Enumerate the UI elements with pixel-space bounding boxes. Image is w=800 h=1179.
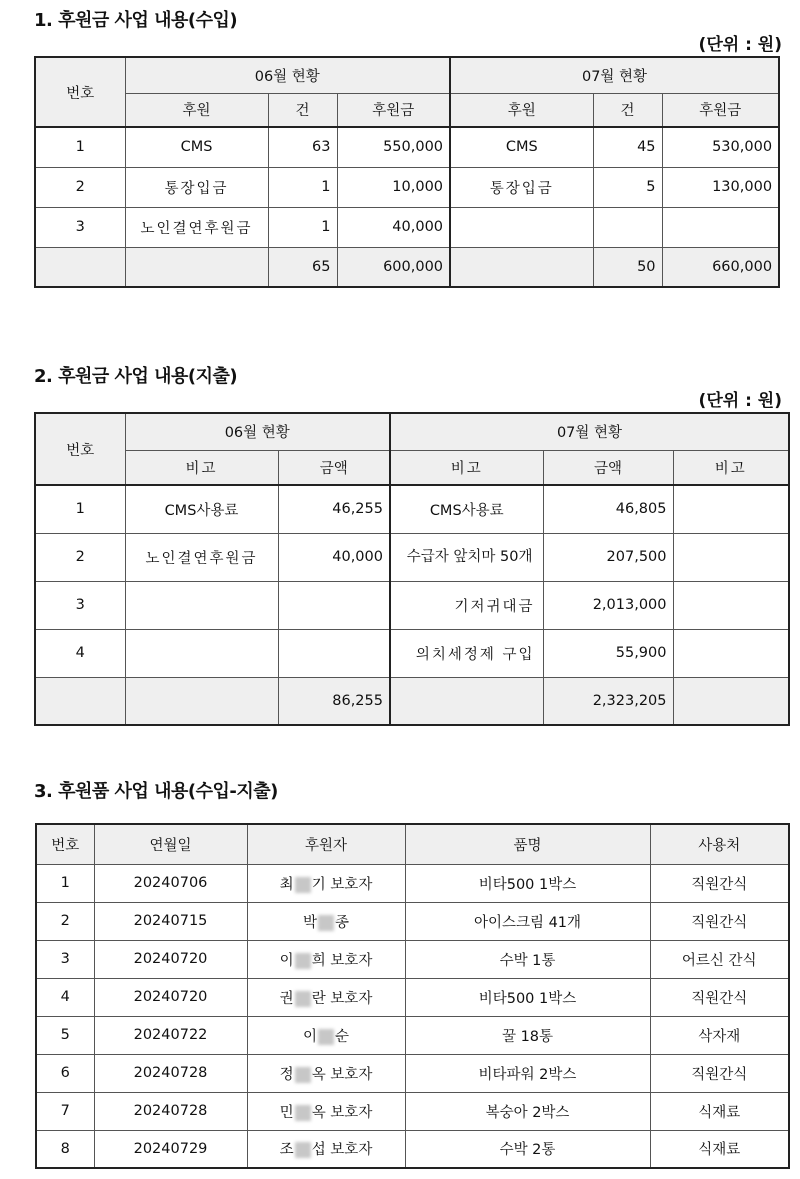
header-no: 번호 <box>35 57 125 127</box>
redaction-blur <box>295 1067 311 1083</box>
cell-item: 아이스크림 41개 <box>405 902 650 940</box>
header-month-06: 06월 현황 <box>125 413 390 450</box>
donor-surname: 최 <box>279 876 294 893</box>
cell-sponsor: 통장입금 <box>450 167 593 207</box>
total-label-cell <box>35 247 125 287</box>
header-month-06: 06월 현황 <box>125 57 450 93</box>
cell-item: 비타500 1박스 <box>405 978 650 1016</box>
table-row <box>36 1092 789 1130</box>
row-no: 3 <box>35 581 125 629</box>
row-no: 1 <box>35 127 125 167</box>
table-row <box>36 902 789 940</box>
cell-amount <box>278 629 390 677</box>
cell-amount: 46,255 <box>278 485 390 533</box>
cell-note: CMS사용료 <box>125 485 278 533</box>
header-remark: 비고 <box>673 450 789 485</box>
cell-note: 기저귀대금 <box>390 581 543 629</box>
cell-amount <box>662 207 779 247</box>
redaction-blur <box>295 991 311 1007</box>
table-row <box>36 1054 789 1092</box>
total-empty-cell <box>125 247 268 287</box>
section1-unit: (단위 : 원) <box>698 35 782 55</box>
donor-surname: 조 <box>279 1142 294 1159</box>
cell-donor <box>247 978 405 1016</box>
cell-amount: 40,000 <box>337 207 450 247</box>
cell-date: 20240722 <box>94 1016 247 1054</box>
donor-rest: 란 보호자 <box>311 990 373 1007</box>
cell-donor <box>247 902 405 940</box>
cell-count <box>593 207 662 247</box>
donor-rest: 옥 보호자 <box>311 1104 373 1121</box>
header-month-07: 07월 현황 <box>390 413 789 450</box>
total-count: 65 <box>268 247 337 287</box>
cell-date: 20240720 <box>94 978 247 1016</box>
cell-sponsor: CMS <box>125 127 268 167</box>
header-note: 비고 <box>390 450 543 485</box>
total-amount: 660,000 <box>662 247 779 287</box>
donor-surname: 권 <box>279 990 294 1007</box>
header-amount: 후원금 <box>337 93 450 127</box>
donor-surname: 민 <box>279 1104 294 1121</box>
header-note: 비고 <box>125 450 278 485</box>
cell-usage: 식재료 <box>650 1130 789 1168</box>
cell-remark <box>673 581 789 629</box>
header-sponsor: 후원 <box>450 93 593 127</box>
donor-rest: 기 보호자 <box>311 876 373 893</box>
header-sponsor: 후원 <box>125 93 268 127</box>
total-amount: 600,000 <box>337 247 450 287</box>
cell-amount: 55,900 <box>543 629 673 677</box>
row-no: 4 <box>36 978 94 1016</box>
cell-amount: 130,000 <box>662 167 779 207</box>
table-row <box>35 629 789 677</box>
cell-sponsor: 노인결연후원금 <box>125 207 268 247</box>
total-amount: 2,323,205 <box>543 677 673 725</box>
cell-donor <box>247 1016 405 1054</box>
cell-date: 20240728 <box>94 1054 247 1092</box>
header-amount: 금액 <box>278 450 390 485</box>
redaction-blur <box>295 953 311 969</box>
table-row <box>36 864 789 902</box>
total-label-cell <box>35 677 125 725</box>
total-amount: 86,255 <box>278 677 390 725</box>
total-empty-cell <box>673 677 789 725</box>
donor-rest: 섭 보호자 <box>311 1142 373 1159</box>
table-row <box>35 581 789 629</box>
redaction-blur <box>318 1029 334 1045</box>
cell-remark <box>673 629 789 677</box>
section1-title: 1. 후원금 사업 내용(수입) <box>34 10 238 31</box>
table-row <box>35 127 779 167</box>
donor-rest: 순 <box>335 1028 350 1045</box>
donor-surname: 정 <box>279 1066 294 1083</box>
header-no: 번호 <box>35 413 125 485</box>
section2-unit: (단위 : 원) <box>698 391 782 411</box>
header-donor: 후원자 <box>247 824 405 864</box>
row-no: 3 <box>35 207 125 247</box>
cell-usage: 직원간식 <box>650 864 789 902</box>
table-row <box>35 485 789 533</box>
cell-donor <box>247 864 405 902</box>
cell-sponsor: CMS <box>450 127 593 167</box>
cell-amount: 530,000 <box>662 127 779 167</box>
row-no: 8 <box>36 1130 94 1168</box>
donor-surname: 이 <box>279 952 294 969</box>
cell-donor <box>247 1092 405 1130</box>
cell-usage: 어르신 간식 <box>650 940 789 978</box>
expense-table <box>34 412 790 726</box>
header-amount: 후원금 <box>662 93 779 127</box>
cell-usage: 식재료 <box>650 1092 789 1130</box>
cell-usage: 삭자재 <box>650 1016 789 1054</box>
cell-date: 20240715 <box>94 902 247 940</box>
cell-item: 수박 1통 <box>405 940 650 978</box>
row-no: 6 <box>36 1054 94 1092</box>
table-row <box>35 167 779 207</box>
cell-sponsor <box>450 207 593 247</box>
header-count: 건 <box>268 93 337 127</box>
section2-title: 2. 후원금 사업 내용(지출) <box>34 366 238 387</box>
row-no: 2 <box>35 533 125 581</box>
donor-rest: 옥 보호자 <box>311 1066 373 1083</box>
header-count: 건 <box>593 93 662 127</box>
cell-item: 복숭아 2박스 <box>405 1092 650 1130</box>
cell-amount: 2,013,000 <box>543 581 673 629</box>
redaction-blur <box>318 915 334 931</box>
cell-date: 20240729 <box>94 1130 247 1168</box>
cell-date: 20240720 <box>94 940 247 978</box>
cell-amount: 10,000 <box>337 167 450 207</box>
row-no: 1 <box>36 864 94 902</box>
donor-rest: 종 <box>335 914 350 931</box>
row-no: 1 <box>35 485 125 533</box>
donor-surname: 이 <box>302 1028 317 1045</box>
row-no: 5 <box>36 1016 94 1054</box>
table-row <box>36 940 789 978</box>
cell-item: 꿀 18통 <box>405 1016 650 1054</box>
row-no: 4 <box>35 629 125 677</box>
total-row <box>35 677 789 725</box>
cell-sponsor: 통장입금 <box>125 167 268 207</box>
cell-amount: 40,000 <box>278 533 390 581</box>
cell-usage: 직원간식 <box>650 978 789 1016</box>
total-row <box>35 247 779 287</box>
cell-note: CMS사용료 <box>390 485 543 533</box>
header-amount: 금액 <box>543 450 673 485</box>
cell-usage: 직원간식 <box>650 1054 789 1092</box>
section3-title: 3. 후원품 사업 내용(수입-지출) <box>34 781 278 802</box>
row-no: 3 <box>36 940 94 978</box>
cell-donor <box>247 940 405 978</box>
cell-amount: 46,805 <box>543 485 673 533</box>
cell-item: 수박 2통 <box>405 1130 650 1168</box>
cell-donor <box>247 1130 405 1168</box>
header-usage: 사용처 <box>650 824 789 864</box>
goods-table <box>35 823 790 1169</box>
total-empty-cell <box>125 677 278 725</box>
donor-surname: 박 <box>302 914 317 931</box>
cell-item: 비타500 1박스 <box>405 864 650 902</box>
cell-note <box>125 629 278 677</box>
redaction-blur <box>295 1142 311 1158</box>
cell-usage: 직원간식 <box>650 902 789 940</box>
income-table <box>34 56 780 288</box>
donor-rest: 희 보호자 <box>311 952 373 969</box>
cell-date: 20240706 <box>94 864 247 902</box>
cell-count: 45 <box>593 127 662 167</box>
cell-note: 수급자 앞치마 50개 <box>390 533 543 581</box>
cell-note: 의치세정제 구입 <box>390 629 543 677</box>
cell-note <box>125 581 278 629</box>
row-no: 7 <box>36 1092 94 1130</box>
cell-count: 5 <box>593 167 662 207</box>
table-row <box>35 207 779 247</box>
table-row <box>36 1130 789 1168</box>
redaction-blur <box>295 877 311 893</box>
cell-amount: 550,000 <box>337 127 450 167</box>
row-no: 2 <box>36 902 94 940</box>
total-empty-cell <box>450 247 593 287</box>
cell-donor <box>247 1054 405 1092</box>
header-month-07: 07월 현황 <box>450 57 779 93</box>
cell-remark <box>673 485 789 533</box>
header-item: 품명 <box>405 824 650 864</box>
cell-count: 63 <box>268 127 337 167</box>
cell-remark <box>673 533 789 581</box>
cell-date: 20240728 <box>94 1092 247 1130</box>
header-no: 번호 <box>36 824 94 864</box>
cell-amount: 207,500 <box>543 533 673 581</box>
cell-count: 1 <box>268 207 337 247</box>
row-no: 2 <box>35 167 125 207</box>
header-date: 연월일 <box>94 824 247 864</box>
table-row <box>36 1016 789 1054</box>
cell-item: 비타파워 2박스 <box>405 1054 650 1092</box>
table-row <box>36 978 789 1016</box>
redaction-blur <box>295 1105 311 1121</box>
total-count: 50 <box>593 247 662 287</box>
table-row <box>35 533 789 581</box>
cell-count: 1 <box>268 167 337 207</box>
cell-note: 노인결연후원금 <box>125 533 278 581</box>
cell-amount <box>278 581 390 629</box>
total-empty-cell <box>390 677 543 725</box>
